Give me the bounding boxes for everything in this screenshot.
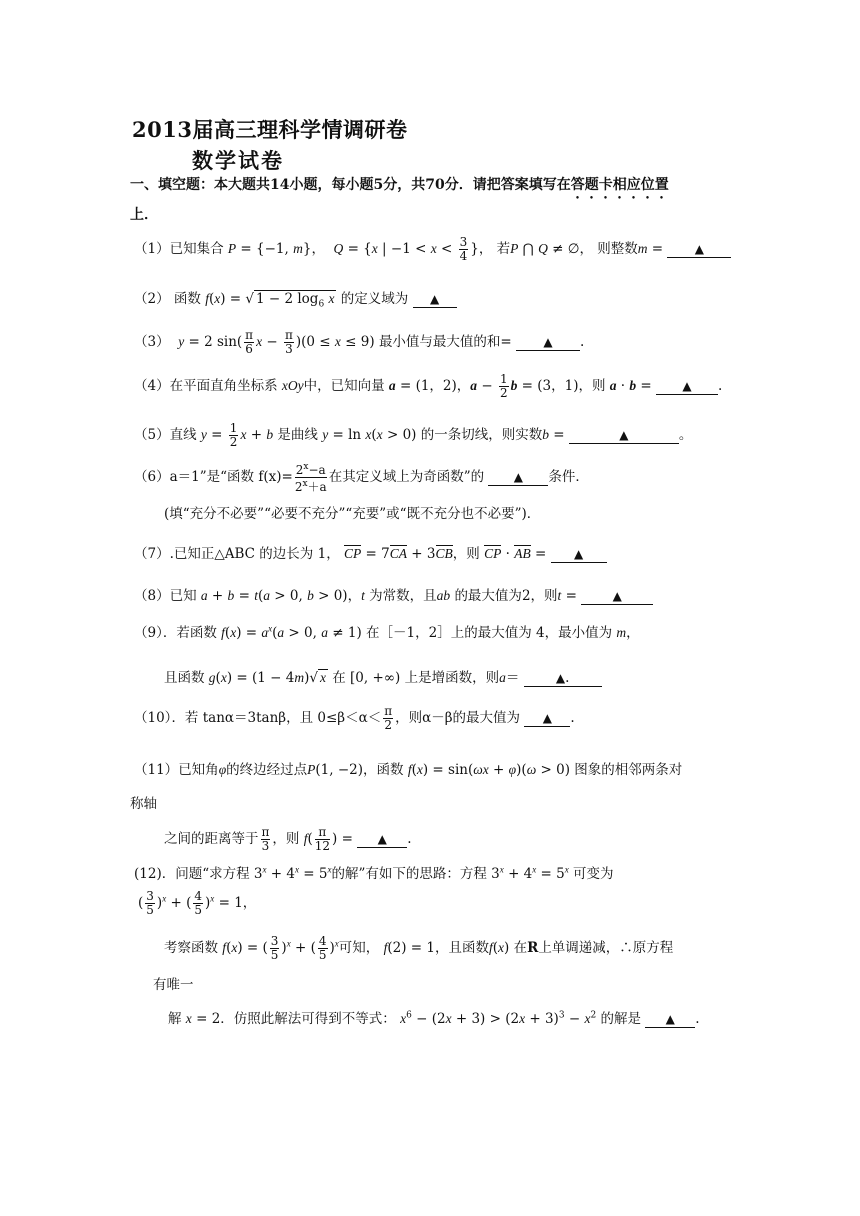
question-6-note: (填“充分不必要”“必要不充分”“充要”或“既不充分也不必要”)． — [164, 506, 541, 522]
question-9-cont: 且函数 g(x) = (1 − 4m)√ x 在 [0, +∞) 上是增函数，则a＝ ▲. — [164, 666, 602, 687]
question-4: （4）在平面直角坐标系 xOy中，已知向量 a = (1，2)，a − $\frac{1}{2}$ b = (3，1)，则 a · b = ▲ . — [134, 372, 723, 400]
question-7: （7）.已知正△ABC 的边长为 1， CP = 7CA + 3CB，则 CP · AB = ▲ — [134, 542, 607, 563]
question-11-cont-1: 称轴 — [130, 796, 157, 812]
section-heading-dotted: 答题卡相应位置 — [570, 177, 669, 193]
question-5: （5）直线 y = $\frac{1}{2}$ x + b 是曲线 y = ln x(x > 0) 的一条切线，则实数b = ▲ 。 — [134, 421, 693, 449]
answer-blank-2[interactable]: ▲ — [413, 291, 457, 308]
answer-blank-6[interactable]: ▲ — [488, 469, 548, 486]
question-11-cont-2: 之间的距离等于 $\frac{\pi}{3}$ ，则 f( $\frac{\pi}{12}$ ) = ▲ . — [164, 825, 412, 853]
question-12-cont-1: ( $\frac{3}{5}$ )$^x$ + ( $\frac{4}{5}$ )$^x$ = 1， — [138, 889, 257, 917]
answer-blank-5[interactable]: ▲ — [569, 427, 679, 444]
question-8: （8）已知 a + b = t(a > 0, b > 0)，t 为常数，且ab 的最大值为2，则t = ▲ — [134, 584, 653, 605]
question-12-cont-2: 考察函数 f(x) = ( $\frac{3}{5}$ )$^x$ + ( $\frac{4}{5}$ )$^x$可知， f(2) = 1，且函数f(x) 在R上单调递减，∴原方程 — [164, 934, 674, 962]
answer-blank-1[interactable] — [667, 241, 731, 258]
question-10: （10）．若 tanα＝3tanβ，且 0≤β＜α＜ $\frac{\pi}{2}$ ，则α－β的最大值为 ▲ . — [134, 704, 575, 732]
section-heading-tail: 上． — [130, 207, 158, 223]
answer-marker: ▲ — [694, 242, 705, 256]
answer-blank-9[interactable]: ▲. — [524, 670, 602, 687]
question-12: (12)．问题“求方程 $3^x + 4^x = 5^x$的解”有如下的思路：方程 $3^x + 4^x = 5^x$ 可变为 — [134, 864, 614, 882]
question-12-cont-4: 解 x = 2．仿照此解法可得到不等式： $x^6 - (2x + 3) > (2x + 3)^3 - x^2$ 的解是 ▲ . — [168, 1010, 700, 1027]
question-3: （3） y = 2 sin( $\frac{\pi}{6}$ x − $\frac{\pi}{3}$ )(0 ≤ x ≤ 9) 最小值与最大值的和= ▲ . — [134, 328, 585, 356]
answer-blank-8[interactable]: ▲ — [581, 588, 653, 605]
answer-blank-4[interactable]: ▲ — [656, 378, 718, 395]
exam-subtitle: 数学试卷 — [192, 148, 284, 173]
question-6: （6）a＝1”是“函数 f(x)= $\frac{2^x-a}{2^x+a}$ 在其定义域上为奇函数”的 ▲ 条件． — [134, 462, 589, 494]
answer-blank-11[interactable]: ▲ — [357, 831, 407, 848]
section-heading — [130, 172, 740, 228]
section-heading-main: 一、填空题：本大题共14小题，每小题5分，共70分．请把答案填写在 — [130, 177, 571, 193]
question-11: （11）已知角φ的终边经过点P(1, −2)，函数 f(x) = sin(ωx + φ)(ω > 0) 图象的相邻两条对 — [134, 762, 683, 778]
question-2: （2） 函数 f(x) = √ 1 − 2 $\log_6 x$ 的定义域为 ▲ — [134, 287, 457, 310]
answer-blank-3[interactable]: ▲ — [516, 334, 580, 351]
question-9: （9）．若函数 $f(x) = a^x(a > 0$, a ≠ 1) 在［－1，2］上的最大值为 4，最小值为 m， — [134, 623, 640, 641]
question-12-cont-3: 有唯一 — [153, 977, 194, 993]
answer-blank-7[interactable]: ▲ — [551, 546, 607, 563]
answer-blank-12[interactable]: ▲ — [645, 1011, 695, 1028]
exam-title: 2013届高三理科学情调研卷 — [132, 117, 408, 142]
question-1: （1）已知集合 P = {−1, m}， Q = {x | −1 < x < $\frac{3}{4}$ }， 若P ⋂ Q ≠ ∅， 则整数m = ▲ — [134, 236, 731, 263]
answer-blank-10[interactable]: ▲ — [524, 710, 570, 727]
